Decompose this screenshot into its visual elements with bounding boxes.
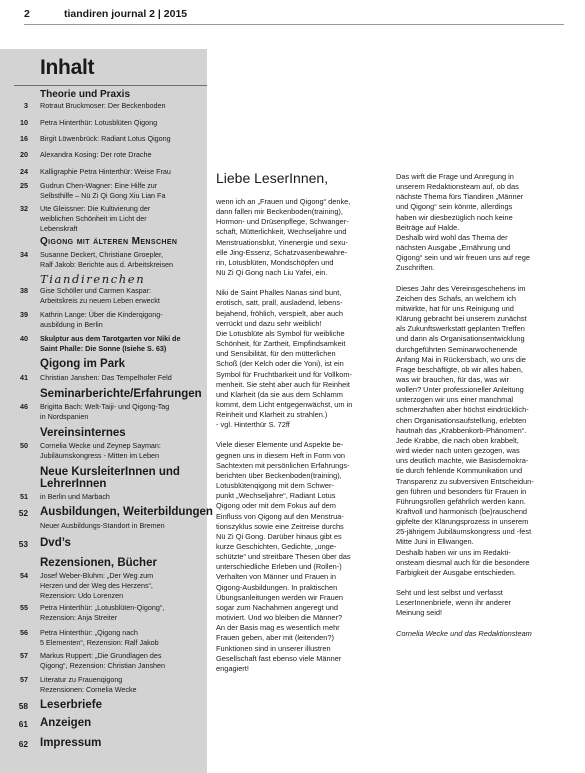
text-line: motiviert. Und wo bleiben die Männer? xyxy=(216,613,343,623)
toc-entry: Josef Weber-Bluhm: „Der Weg zum Herzen und der Weg des Herzens“, Rezension: Udo Lorenzen xyxy=(40,571,154,600)
text-line: gen führen und besonders für Frauen in xyxy=(396,486,527,496)
text-line: was wir brauchen, für das, was wir xyxy=(396,374,509,384)
text-line: Menstruationsblut, Yinenergie und sexu- xyxy=(216,237,348,247)
text-line: Meinung seid! xyxy=(396,608,443,618)
text-line: Nü Zi Qi Gong. Darüber hinaus gibt es xyxy=(216,531,342,541)
text-line: Mitte Juni in Ellwangen. xyxy=(396,537,474,547)
header-rule xyxy=(24,24,564,25)
toc-page-number: 10 xyxy=(20,118,28,127)
text-line: Frage beschäftigte, ob wir alles haben, xyxy=(396,364,523,374)
text-line: Klärung gebracht bei unserem zunächst xyxy=(396,314,527,324)
text-line: und Sensibilität, für den mütterlichen xyxy=(216,349,336,359)
text-line: sogar zum Nachahmen angeregt und xyxy=(216,602,339,612)
text-line: tie durch fehlende Kommunikation und xyxy=(396,466,523,476)
text-line: uns deutlich machte, wie Basisdemokra- xyxy=(396,456,529,466)
text-line xyxy=(396,578,572,588)
text-line: Seht und lest selbst und verfasst xyxy=(396,588,503,598)
text-line: und dann als Organisationsentwicklung xyxy=(396,334,525,344)
text-line: dann fallen mir Beckenboden(training), xyxy=(216,207,343,217)
text-line: Einfluss von Qigong auf den Menstrua- xyxy=(216,511,344,521)
toc-page-number: 53 xyxy=(18,539,28,549)
toc-entry: Kathrin Lange: Über die Kinderqigong- ausbildung in Berlin xyxy=(40,310,163,329)
toc-page-number: 54 xyxy=(20,571,28,580)
toc-entry: Neuer Ausbildungs-Standort in Bremen xyxy=(40,521,165,530)
article-title: Liebe LeserInnen, xyxy=(216,170,329,186)
text-line: Qigong oder mit dem Fokus auf dem xyxy=(216,501,336,511)
signature: Cornelia Wecke und das Redaktionsteam xyxy=(396,628,532,638)
text-line: Funktionen sind in unserer illustren xyxy=(216,643,331,653)
toc-page-number: 32 xyxy=(20,204,28,213)
text-line: Reinheit und Klarheit zu strahlen.) xyxy=(216,410,328,420)
text-line: 25-jährigem Jubiläumskongress und -fest xyxy=(396,527,532,537)
text-line: verrückt und dazu sehr weiblich! xyxy=(216,318,322,328)
text-line: LeserInnenbriefe, wenn ihr anderer xyxy=(396,598,512,608)
journal-title: tiandiren journal 2 | 2015 xyxy=(64,8,188,20)
text-line: und Qigong“ sein könnte, allerdings xyxy=(396,202,513,212)
text-line: Jede Krabbe, die nach oben krabbelt, xyxy=(396,435,519,445)
toc-page-number: 56 xyxy=(20,628,28,637)
text-line: unserem Redaktionsteam auf, ob das xyxy=(396,182,519,192)
text-line: wird wieder nach unten gezogen, was xyxy=(396,446,520,456)
toc-page-number: 40 xyxy=(20,334,28,343)
text-line: bejahend, fröhlich, verspielt, aber auch xyxy=(216,308,343,318)
toc-section: Rezensionen, Bücher xyxy=(40,557,157,569)
toc-section: Seminarberichte/Erfahrungen xyxy=(40,388,202,400)
toc-entry: Susanne Deckert, Christiane Groepler, Ralf Jakob: Berichte aus d. Arbeitskreisen xyxy=(40,250,174,269)
text-line: schmerzhaften aber höchst eindrücklich- xyxy=(396,405,529,415)
text-line: berichten über Beckenboden(training), xyxy=(216,470,342,480)
toc-page-number: 20 xyxy=(20,150,28,159)
text-line: haben wir diesbezüglich noch keine xyxy=(396,212,513,222)
text-line: Farbigkeit der Ausgabe entschieden. xyxy=(396,567,516,577)
text-line: Zuschriften. xyxy=(396,263,435,273)
text-line: - vgl. Hinterthür S. 72ff xyxy=(216,420,290,430)
toc-page-number: 52 xyxy=(18,508,28,518)
toc-entry: Markus Ruppert: „Die Grundlagen des Qigong“, Rezension: Christian Janshen xyxy=(40,651,166,670)
text-line: Deshalb haben wir uns im Redakti- xyxy=(396,547,511,557)
toc-page-number: 55 xyxy=(20,603,28,612)
toc-title: Inhalt xyxy=(40,56,95,79)
toc-page-number: 38 xyxy=(20,286,28,295)
text-line: Dieses Jahr des Vereinsgeschehens im xyxy=(396,283,526,293)
toc-divider xyxy=(14,85,207,86)
toc-entry: Gise Schöller und Carmen Kaspar: Arbeitskreis zu neuem Leben erweckt xyxy=(40,286,160,305)
text-line xyxy=(216,430,388,440)
text-line: nächsten Ausgabe „Ernährung und xyxy=(396,243,511,253)
text-line: menheit. Sie steht aber auch für Reinheit xyxy=(216,379,350,389)
toc-entry: Christian Janshen: Das Tempelhofer Feld xyxy=(40,373,172,382)
toc-entry: Alexandra Kosing: Der rote Drache xyxy=(40,150,152,159)
toc-page-number: 57 xyxy=(20,651,28,660)
toc-page-number: 57 xyxy=(20,675,28,684)
text-line xyxy=(396,274,572,284)
text-line: durchgeführten Seminarwochenende xyxy=(396,344,518,354)
toc-page-number: 58 xyxy=(18,701,28,711)
text-line: Anfang Mai in Rückersbach, wo uns die xyxy=(396,354,526,364)
text-line: Sachtexten mit persönlichen Erfahrungs- xyxy=(216,460,350,470)
text-line: engagiert! xyxy=(216,663,249,673)
text-line: chen Organisationsaufstellung, erlebten xyxy=(396,415,527,425)
text-line: Gesellschaft fast ebenso viele Männer xyxy=(216,653,342,663)
toc-entry: Petra Hinterthür: „Lotusblüten-Qigong“, Rezension: Anja Streiter xyxy=(40,603,165,622)
toc-entry: Kalligraphie Petra Hinterthür: Weise Frau xyxy=(40,167,171,176)
text-line: Symbol für Fruchtbarkeit und für Vollkom- xyxy=(216,369,352,379)
toc-entry: Petra Hinterthür: „Qigong nach 5 Elementen“, Rezension: Ralf Jakob xyxy=(40,628,159,647)
toc-entry: Brigitta Bach: Welt-Taiji- und Qigong-Tag in Nordspanien xyxy=(40,402,170,421)
toc-entry: in Berlin und Marbach xyxy=(40,492,110,501)
toc-section: Vereinsinternes xyxy=(40,427,126,439)
text-line: Nü Zi Qi Gong nach Liu Yafei, ein. xyxy=(216,268,328,278)
text-line: unterzogen wir uns einer manchmal xyxy=(396,395,514,405)
text-line: Transparenz zu subversiven Entscheidun- xyxy=(396,476,534,486)
text-line: als Zukunftswerkstatt geplanten Treffen xyxy=(396,324,525,334)
text-line: kommt, dem Licht entgegenwächst, um in xyxy=(216,399,353,409)
toc-entry: Cornelia Wecke und Zeynep Sayman: Jubiläumskongress - Mitten im Leben xyxy=(40,441,161,460)
text-line: Übungsanleitungen werden wir Frauen xyxy=(216,592,343,602)
toc-page-number: 46 xyxy=(20,402,28,411)
toc-section: Impressum xyxy=(40,737,102,749)
text-line: schützte“ und streitbare Thesen über das xyxy=(216,552,351,562)
toc-section: Qigong mit älteren Menschen xyxy=(40,236,178,247)
text-line: unterschiedliche Erleben und (Rollen-) xyxy=(216,562,342,572)
text-line: Hormon- und Drüsenpflege, Schwanger- xyxy=(216,217,349,227)
text-line: erotisch, satt, prall, ausladend, lebens- xyxy=(216,298,343,308)
text-line: gipfelte der Klärungsprozess in unserem xyxy=(396,517,529,527)
text-line: Schönheit, für Zartheit, Empfindsamkeit xyxy=(216,339,346,349)
text-line: elle Jing-Essenz, Schatzvasenbewahre- xyxy=(216,247,348,257)
text-line: Frauen geben, aber mit (leitenden?) xyxy=(216,633,334,643)
toc-page-number: 39 xyxy=(20,310,28,319)
toc-page-number: 62 xyxy=(18,739,28,749)
toc-section: LehrerInnen xyxy=(40,478,107,490)
toc-section: Theorie und Praxis xyxy=(40,89,131,100)
text-line: gegnen uns in diesem Heft in Form von xyxy=(216,450,345,460)
text-line: kurze Geschichten, Gedichte, „unge- xyxy=(216,542,337,551)
text-line: onsteam diesmal auch für die besondere xyxy=(396,557,530,567)
text-line: schaft, Mütterlichkeit, Wechseljahre und xyxy=(216,227,347,237)
toc-page-number: 41 xyxy=(20,373,28,382)
toc-entry: Ute Gleissner: Die Kultivierung der weiblichen Schönheit im Licht der Lebenskraft xyxy=(40,204,151,233)
text-line: Zeichen des Schafs, an welchem ich xyxy=(396,293,516,303)
article-column-left xyxy=(216,197,388,674)
toc-page-number: 50 xyxy=(20,441,28,450)
text-line: Niki de Saint Phalles Nanas sind bunt, xyxy=(216,288,342,298)
text-line: hautnah das „Krabbenkorb-Phänomen“. xyxy=(396,425,527,435)
toc-page-number: 34 xyxy=(20,250,28,259)
text-line: wollen? Unter professioneller Anleitung xyxy=(396,385,524,395)
toc-section: Ausbildungen, Weiterbildungen xyxy=(40,506,213,518)
text-line: tionszyklus sowie eine Zeitreise durchs xyxy=(216,521,344,531)
toc-page-number: 3 xyxy=(24,101,28,110)
text-line: nächste Thema fürs Tiandiren „Männer xyxy=(396,192,524,202)
text-line: rin, Lotusblüten, Mondschöpfen und xyxy=(216,257,334,267)
text-line: Deshalb wird wohl das Thema der xyxy=(396,232,508,242)
text-line: Kraftvoll und harmonisch (be)rauschend xyxy=(396,507,528,516)
text-line: Führungsrollen gefährlich werden kann. xyxy=(396,496,526,506)
text-line: An der Basis mag es wesentlich mehr xyxy=(216,623,340,633)
text-line: Viele dieser Elemente und Aspekte be- xyxy=(216,440,344,450)
toc-entry: Petra Hinterthür: Lotusblüten Qigong xyxy=(40,118,158,127)
text-line: Qigong-Ausbildungen. In praktischen xyxy=(216,582,338,592)
toc-page-number: 24 xyxy=(20,167,28,176)
toc-section: Anzeigen xyxy=(40,717,92,729)
toc-section: Tiandirenchen xyxy=(40,272,146,286)
toc-entry: Rotraut Bruckmoser: Der Beckenboden xyxy=(40,101,166,110)
toc-entry: Gudrun Chen-Wagner: Eine Hilfe zur Selbsthilfe – Nü Zi Qi Gong Xiu Lian Fa xyxy=(40,181,166,200)
toc-entry: Skulptur aus dem Tarotgarten vor Niki de Saint Phalle: Die Sonne (Isiehe S. 63) xyxy=(40,334,181,353)
toc-page-number: 16 xyxy=(20,134,28,143)
text-line: wenn ich an „Frauen und Qigong“ denke, xyxy=(216,197,351,206)
page-header xyxy=(24,8,564,24)
text-line: Lotusblütenqigong mit dem Schwer- xyxy=(216,481,334,491)
text-line: Verhalten von Männer und Frauen in xyxy=(216,572,336,582)
toc-page-number: 51 xyxy=(20,492,28,501)
page-number: 2 xyxy=(24,8,30,20)
toc-page-number: 61 xyxy=(18,719,28,729)
text-line: Schoß (der Kelch oder die Yoni), ist ein xyxy=(216,359,344,369)
text-line: Qigong“ sein und wir freuen uns auf rege xyxy=(396,253,530,263)
text-line: punkt „Wechseljahre“, Radiant Lotus xyxy=(216,491,336,501)
toc-section: Leserbriefe xyxy=(40,699,103,711)
text-line: und Klarheit (da sie aus dem Schlamm xyxy=(216,389,343,399)
toc-entry: Literatur zu Frauenqigong Rezensionen: Cornelia Wecke xyxy=(40,675,137,694)
text-line: Das wirft die Frage und Anregung in xyxy=(396,172,514,181)
toc-entry: Birgit Löwenbrück: Radiant Lotus Qigong xyxy=(40,134,171,143)
article-column-right xyxy=(396,172,572,639)
text-line: Beiträge auf Halde. xyxy=(396,222,460,232)
toc-section: Neue KursleiterInnen und xyxy=(40,466,180,478)
toc-section: Dvd’s xyxy=(40,537,71,549)
text-line xyxy=(216,278,388,288)
text-line xyxy=(396,619,572,629)
text-line: mitwirkte, hat für uns Reinigung und xyxy=(396,303,514,313)
text-line: Die Lotusblüte als Symbol für weibliche xyxy=(216,328,345,338)
toc-page-number: 25 xyxy=(20,181,28,190)
toc-section: Qigong im Park xyxy=(40,358,125,370)
